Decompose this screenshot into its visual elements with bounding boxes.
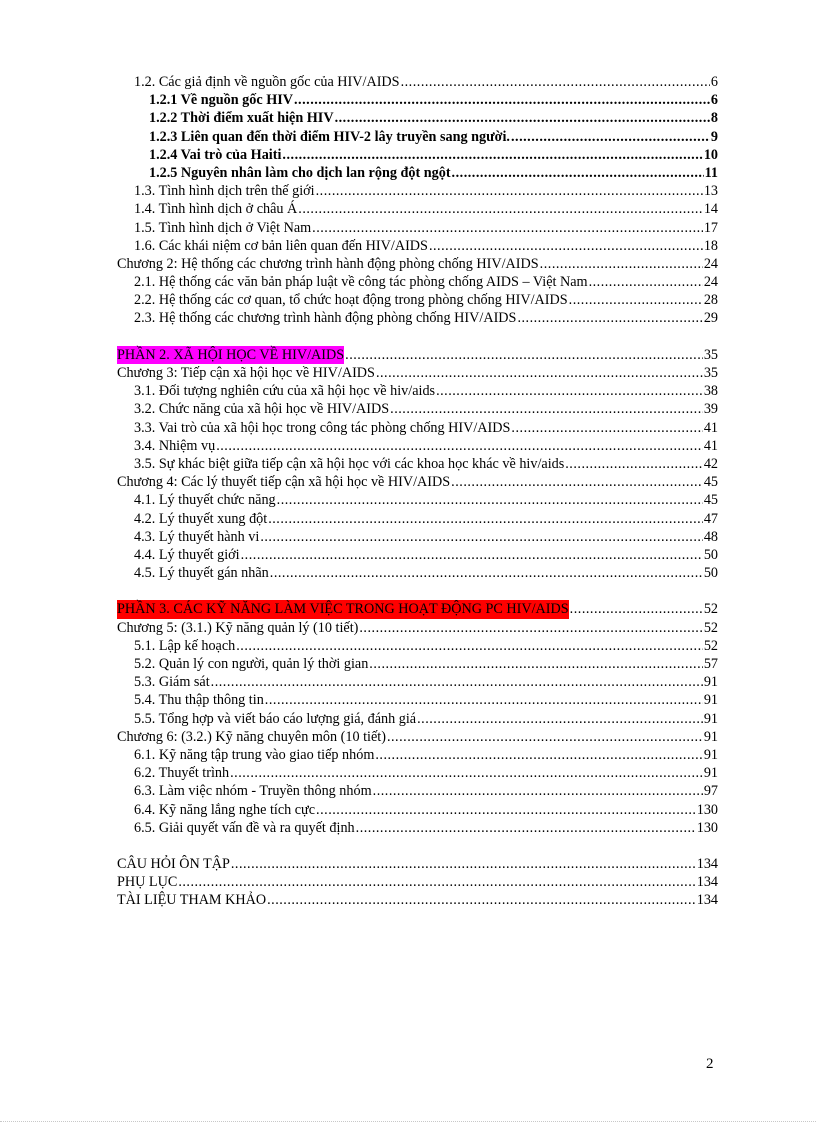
toc-entry-page: 35 xyxy=(703,346,718,363)
dot-leader xyxy=(211,673,703,691)
toc-entry-page: 52 xyxy=(703,637,718,654)
dot-leader xyxy=(452,164,704,182)
toc-entry-title: 1.2.1 Về nguồn gốc HIV xyxy=(149,92,293,109)
dot-leader xyxy=(376,364,703,382)
toc-entry-1-2-5[interactable] xyxy=(117,164,718,182)
toc-entry-chapter-3[interactable] xyxy=(117,364,718,382)
dot-leader xyxy=(282,146,702,164)
toc-entry-page: 91 xyxy=(703,765,718,782)
toc-entry-title: 3.5. Sự khác biệt giữa tiếp cận xã hội học với các khoa học khác về hiv/aids xyxy=(134,455,565,472)
dot-leader xyxy=(570,600,703,618)
toc-entry-page: 24 xyxy=(703,274,718,291)
spacer xyxy=(117,582,718,600)
toc-entry-title: 1.2.2 Thời điểm xuất hiện HIV xyxy=(149,110,334,127)
toc-entry-page: 91 xyxy=(703,710,718,727)
dot-leader xyxy=(236,637,703,655)
toc-entry-3-1[interactable] xyxy=(117,382,718,400)
toc-entry-title: 4.1. Lý thuyết chức năng xyxy=(134,492,276,509)
toc-entry-title: 4.4. Lý thuyết giới xyxy=(134,546,240,563)
toc-entry-page: 134 xyxy=(696,892,718,909)
toc-entry-title: 5.4. Thu thập thông tin xyxy=(134,692,264,709)
dot-leader xyxy=(429,237,703,255)
toc-entry-1-2-1[interactable] xyxy=(117,91,718,109)
toc-entry-title: 1.2.3 Liên quan đến thời điểm HIV-2 lây truyền sang người. xyxy=(149,128,510,145)
dot-leader xyxy=(417,710,703,728)
toc-entry-page: 41 xyxy=(703,437,718,454)
dot-leader xyxy=(312,219,703,237)
toc-entry-page: 17 xyxy=(703,219,718,236)
toc-entry-title: 6.1. Kỹ năng tập trung vào giao tiếp nhóm xyxy=(134,746,375,763)
toc-entry-title: 5.1. Lập kế hoạch xyxy=(134,637,236,654)
toc-entry-page: 130 xyxy=(696,801,718,818)
dot-leader xyxy=(178,873,695,891)
toc-entry-chapter-4[interactable] xyxy=(117,473,718,491)
toc-entry-page: 35 xyxy=(703,365,718,381)
toc-entry-chapter-5[interactable] xyxy=(117,619,718,637)
toc-entry-title: 5.3. Giám sát xyxy=(134,674,210,691)
spacer xyxy=(117,837,718,855)
toc-entry-title: 1.6. Các khái niệm cơ bản liên quan đến HIV/AIDS xyxy=(134,237,428,254)
toc-entry-title: 2.3. Hệ thống các chương trình hành động phòng chống HIV/AIDS xyxy=(134,310,517,327)
dot-leader xyxy=(356,819,696,837)
toc-entry-page: 8 xyxy=(710,110,718,127)
toc-entry-appendix[interactable] xyxy=(117,873,718,891)
toc-entry-5-5[interactable] xyxy=(117,710,718,728)
toc-entry-6-5[interactable] xyxy=(117,819,718,837)
toc-entry-title: 5.2. Quản lý con người, quản lý thời gian xyxy=(134,656,369,672)
toc-entry-title: 1.3. Tình hình dịch trên thế giới xyxy=(134,183,315,200)
toc-entry-page: 52 xyxy=(703,619,718,636)
dot-leader xyxy=(230,764,703,782)
toc-entry-page: 50 xyxy=(703,546,718,563)
dot-leader xyxy=(270,564,703,582)
toc-entry-page: 52 xyxy=(703,601,718,618)
toc-entry-2-1[interactable] xyxy=(117,273,718,291)
toc-entry-title: 2.1. Hệ thống các văn bản pháp luật về công tác phòng chống AIDS – Việt Nam xyxy=(134,274,588,291)
toc-entry-page: 18 xyxy=(703,237,718,254)
toc-entry-title: 4.2. Lý thuyết xung đột xyxy=(134,510,268,527)
spacer xyxy=(117,328,718,346)
toc-entry-page: 97 xyxy=(703,783,718,800)
dot-leader xyxy=(373,782,703,800)
toc-entry-page: 6 xyxy=(710,92,718,109)
toc-entry-title: 6.2. Thuyết trình xyxy=(134,765,230,782)
toc-entry-page: 24 xyxy=(703,255,718,272)
dot-leader xyxy=(316,801,696,819)
dot-leader xyxy=(216,437,703,455)
toc-entry-title: 1.2. Các giả định về nguồn gốc của HIV/AIDS xyxy=(134,74,400,90)
toc-entry-page: 91 xyxy=(703,746,718,763)
dot-leader xyxy=(298,200,703,218)
toc-entry-page: 91 xyxy=(703,728,718,745)
toc-entry-1-3[interactable] xyxy=(117,182,718,200)
dot-leader xyxy=(277,491,703,509)
dot-leader xyxy=(359,619,702,637)
toc-entry-2-3[interactable] xyxy=(117,309,718,327)
toc-entry-page: 28 xyxy=(703,292,718,309)
toc-entry-2-2[interactable] xyxy=(117,291,718,309)
dot-leader xyxy=(589,273,703,291)
dot-leader xyxy=(335,109,710,127)
toc-entry-title: 1.2.5 Nguyên nhân làm cho dịch lan rộng đột ngột xyxy=(149,164,451,181)
toc-entry-title: Chương 5: (3.1.) Kỹ năng quản lý (10 tiết) xyxy=(117,619,359,636)
dot-leader xyxy=(540,255,703,273)
toc-entry-6-1[interactable] xyxy=(117,746,718,764)
toc-entry-chapter-2[interactable] xyxy=(117,255,718,273)
toc-entry-title: 2.2. Hệ thống các cơ quan, tổ chức hoạt động trong phòng chống HIV/AIDS xyxy=(134,292,568,309)
toc-entry-part-3[interactable] xyxy=(117,600,718,618)
dot-leader xyxy=(569,291,703,309)
dot-leader xyxy=(436,382,703,400)
toc-entry-title: 3.2. Chức năng của xã hội học về HIV/AIDS xyxy=(134,401,390,418)
toc-entry-3-5[interactable] xyxy=(117,455,718,473)
toc-entry-page: 48 xyxy=(703,528,718,545)
dot-leader xyxy=(511,419,702,437)
toc-entry-4-5[interactable] xyxy=(117,564,718,582)
toc-entry-title-highlighted: PHẦN 3. CÁC KỸ NĂNG LÀM VIỆC TRONG HOẠT ĐỘNG PC HIV/AIDS xyxy=(117,601,569,618)
toc-entry-title: 1.2.4 Vai trò của Haiti xyxy=(149,146,282,163)
toc-entry-1-2-2[interactable] xyxy=(117,109,718,127)
toc-entry-title: Chương 3: Tiếp cận xã hội học về HIV/AIDS xyxy=(117,365,375,381)
toc-entry-3-4[interactable] xyxy=(117,437,718,455)
toc-entry-1-6[interactable] xyxy=(117,237,718,255)
toc-entry-title-highlighted: PHẦN 2. XÃ HỘI HỌC VỀ HIV/AIDS xyxy=(117,346,345,363)
toc-entry-title: 1.4. Tình hình dịch ở châu Á xyxy=(134,201,298,218)
toc-entry-4-2[interactable] xyxy=(117,510,718,528)
toc-entry-1-2-4[interactable] xyxy=(117,146,718,164)
toc-entry-title: Chương 6: (3.2.) Kỹ năng chuyên môn (10 tiết) xyxy=(117,728,386,745)
toc-entry-1-4[interactable] xyxy=(117,200,718,218)
toc-entry-page: 39 xyxy=(703,401,718,418)
dot-leader xyxy=(267,891,696,909)
toc-entry-title: 5.5. Tổng hợp và viết báo cáo lượng giá, đánh giá xyxy=(134,710,417,727)
toc-entry-page: 9 xyxy=(710,128,718,145)
toc-entry-chapter-6[interactable] xyxy=(117,728,718,746)
dot-leader xyxy=(369,655,703,673)
toc-entry-part-2[interactable] xyxy=(117,346,718,364)
toc-entry-page: 14 xyxy=(703,201,718,218)
dot-leader xyxy=(241,546,703,564)
toc-entry-page: 45 xyxy=(703,492,718,509)
toc-entry-title: 4.3. Lý thuyết hành vi xyxy=(134,528,260,545)
toc-entry-page: 134 xyxy=(696,856,718,873)
toc-entry-review-questions[interactable] xyxy=(117,855,718,873)
toc-entry-title: PHỤ LỤC xyxy=(117,874,178,891)
page-number: 2 xyxy=(706,1056,714,1072)
dot-leader xyxy=(511,128,710,146)
toc-entry-title: 3.1. Đối tượng nghiên cứu của xã hội học về hiv/aids xyxy=(134,383,436,400)
toc-entry-page: 38 xyxy=(703,383,718,400)
toc-entry-title: 1.5. Tình hình dịch ở Việt Nam xyxy=(134,219,312,236)
dot-leader xyxy=(260,528,703,546)
toc-entry-5-4[interactable] xyxy=(117,691,718,709)
toc-entry-title: 4.5. Lý thuyết gán nhãn xyxy=(134,565,269,582)
toc-entry-page: 10 xyxy=(703,146,718,163)
dot-leader xyxy=(316,182,703,200)
toc-entry-title: 6.4. Kỹ năng lắng nghe tích cực xyxy=(134,801,316,818)
toc-entry-page: 91 xyxy=(703,674,718,691)
dot-leader xyxy=(565,455,703,473)
toc-entry-4-4[interactable] xyxy=(117,546,718,564)
toc-entry-6-3[interactable] xyxy=(117,782,718,800)
toc-entry-page: 50 xyxy=(703,565,718,582)
toc-entry-title: Chương 2: Hệ thống các chương trình hành động phòng chống HIV/AIDS xyxy=(117,255,539,272)
toc-entry-page: 6 xyxy=(710,74,718,90)
dot-leader xyxy=(375,746,702,764)
toc-entry-title: 6.5. Giải quyết vấn đề và ra quyết định xyxy=(134,819,355,836)
toc-entry-4-3[interactable] xyxy=(117,528,718,546)
toc-entry-5-2[interactable] xyxy=(117,655,718,673)
toc-entry-page: 134 xyxy=(696,874,718,891)
toc-entry-title: 6.3. Làm việc nhóm - Truyền thông nhóm xyxy=(134,783,372,800)
toc-entry-page: 57 xyxy=(703,656,718,672)
table-of-contents xyxy=(117,73,718,910)
dot-leader xyxy=(345,346,703,364)
toc-entry-1-5[interactable] xyxy=(117,219,718,237)
toc-entry-3-2[interactable] xyxy=(117,400,718,418)
toc-entry-page: 45 xyxy=(703,474,718,491)
toc-entry-page: 11 xyxy=(704,164,718,181)
toc-entry-title: 3.3. Vai trò của xã hội học trong công tác phòng chống HIV/AIDS xyxy=(134,419,511,436)
toc-entry-page: 29 xyxy=(703,310,718,327)
toc-entry-title: 3.4. Nhiệm vụ xyxy=(134,437,216,454)
toc-entry-title: TÀI LIỆU THAM KHẢO xyxy=(117,892,267,909)
toc-entry-title: Chương 4: Các lý thuyết tiếp cận xã hội học về HIV/AIDS xyxy=(117,474,451,491)
toc-entry-references[interactable] xyxy=(117,891,718,909)
toc-entry-page: 42 xyxy=(703,455,718,472)
toc-entry-6-2[interactable] xyxy=(117,764,718,782)
page-bottom-border xyxy=(0,1121,816,1122)
toc-entry-6-4[interactable] xyxy=(117,801,718,819)
toc-entry-1-2[interactable] xyxy=(117,73,718,91)
toc-entry-5-3[interactable] xyxy=(117,673,718,691)
toc-entry-3-3[interactable] xyxy=(117,419,718,437)
toc-entry-page: 13 xyxy=(703,183,718,200)
dot-leader xyxy=(231,855,696,873)
toc-entry-title: CÂU HỎI ÔN TẬP xyxy=(117,856,230,873)
toc-entry-5-1[interactable] xyxy=(117,637,718,655)
dot-leader xyxy=(268,510,703,528)
dot-leader xyxy=(401,73,710,91)
toc-entry-page: 41 xyxy=(703,419,718,436)
dot-leader xyxy=(390,400,703,418)
toc-entry-4-1[interactable] xyxy=(117,491,718,509)
toc-entry-page: 47 xyxy=(703,510,718,527)
dot-leader xyxy=(265,691,703,709)
dot-leader xyxy=(517,309,702,327)
toc-entry-page: 91 xyxy=(703,692,718,709)
dot-leader xyxy=(451,473,703,491)
toc-entry-1-2-3[interactable] xyxy=(117,128,718,146)
dot-leader xyxy=(387,728,703,746)
dot-leader xyxy=(294,91,710,109)
toc-entry-page: 130 xyxy=(696,819,718,836)
